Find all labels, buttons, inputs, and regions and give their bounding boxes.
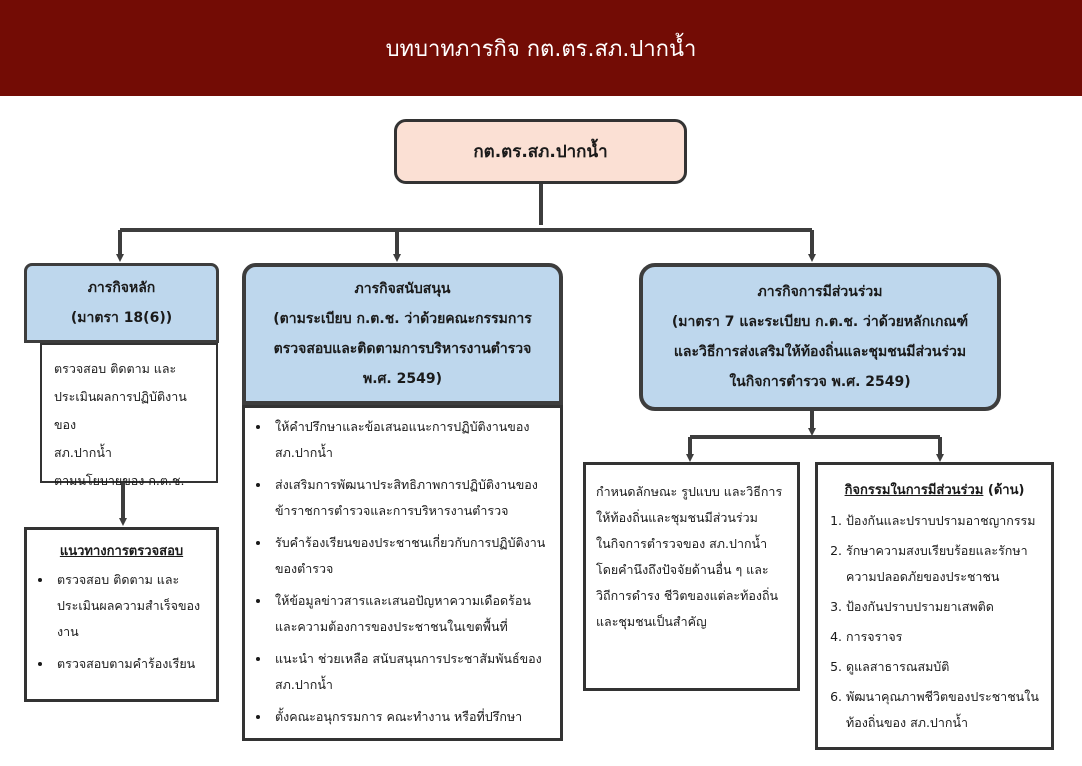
support-mission-header	[242, 263, 563, 405]
list-item: • ตั้งคณะอนุกรรมการ คณะทำงาน หรือที่ปรึกษา	[271, 704, 552, 730]
support-mission-line: พ.ศ. 2549)	[363, 371, 442, 387]
main-mission-title: ภารกิจหลัก	[87, 280, 156, 296]
list-item: 2. รักษาความสงบเรียบร้อยและรักษาความปลอดภัยของประชาชน	[846, 538, 1039, 590]
list-item: 1. ป้องกันและปราบปรามอาชญากรรม	[846, 508, 1039, 534]
criteria-line: ในกิจการตำรวจของ สภ.ปากน้ำ	[596, 536, 768, 551]
support-mission-body	[242, 405, 563, 741]
participation-mission-header	[639, 263, 1001, 411]
guidelines-title: แนวทางการตรวจสอบ	[59, 544, 184, 559]
activities-title-suffix: (ด้าน)	[987, 483, 1025, 498]
root-node	[394, 119, 687, 184]
criteria-line: และชุมชนเป็นสำคัญ	[596, 614, 707, 629]
guidelines-box	[24, 527, 219, 702]
support-mission-list	[253, 414, 552, 730]
participation-mission-line: ในกิจการตำรวจ พ.ศ. 2549)	[729, 374, 911, 390]
support-mission-line: ตรวจสอบและติดตามการบริหารงานตำรวจ	[273, 341, 532, 357]
participation-mission-line: (มาตรา 7 และระเบียบ ก.ต.ช. ว่าด้วยหลักเกณฑ์	[671, 314, 969, 330]
participation-mission-line: และวิธีการส่งเสริมให้ท้องถิ่นและชุมชนมีส่วนร่วม	[673, 344, 967, 360]
criteria-line: โดยคำนึงถึงปัจจัยด้านอื่น ๆ และ	[596, 562, 769, 577]
list-item: 5. ดูแลสาธารณสมบัติ	[846, 654, 1039, 680]
participation-activities-box	[815, 462, 1054, 750]
list-item: 4. การจราจร	[846, 624, 1039, 650]
activities-list	[830, 508, 1039, 736]
main-mission-subtitle: (มาตรา 18(6))	[70, 310, 173, 326]
guidelines-list	[35, 567, 208, 677]
page-title: บทบาทภารกิจ กต.ตร.สภ.ปากน้ำ	[385, 36, 697, 62]
criteria-line: วิถีการดำรง ชีวิตของแต่ละท้องถิ่น	[596, 588, 779, 603]
list-item: • รับคำร้องเรียนของประชาชนเกี่ยวกับการปฏิบัติงาน ของตำรวจ	[271, 530, 552, 582]
criteria-line: กำหนดลักษณะ รูปแบบ และวิธีการ	[596, 484, 783, 499]
main-mission-line: สภ.ปากน้ำ	[54, 445, 112, 460]
list-item: • ส่งเสริมการพัฒนาประสิทธิภาพการปฏิบัติงานของข้าราชการตำรวจและการบริหารงานตำรวจ	[271, 472, 552, 524]
main-mission-line: ตามนโยบายของ ก.ต.ช.	[54, 473, 185, 488]
list-item: • ให้ข้อมูลข่าวสารและเสนอปัญหาความเดือดร้อนและความต้องการของประชาชนในเขตพื้นที่	[271, 588, 552, 640]
root-label: กต.ตร.สภ.ปากน้ำ	[473, 142, 608, 162]
participation-mission-title: ภารกิจการมีส่วนร่วม	[757, 284, 883, 300]
main-mission-body	[40, 343, 218, 488]
list-item: • ตรวจสอบ ติดตาม และประเมินผลความสำเร็จของงาน	[53, 567, 208, 645]
list-item: • ให้คำปรึกษาและข้อเสนอแนะการปฏิบัติงานของ สภ.ปากน้ำ	[271, 414, 552, 466]
main-mission-line: ประเมินผลการปฏิบัติงานของ	[54, 389, 187, 432]
list-item: 6. พัฒนาคุณภาพชีวิตของประชาชนในท้องถิ่นของ สภ.ปากน้ำ	[846, 684, 1039, 736]
list-item: • ตรวจสอบตามคำร้องเรียน	[53, 651, 208, 677]
activities-title: กิจกรรมในการมีส่วนร่วม	[844, 483, 984, 498]
main-mission-header	[24, 263, 219, 343]
list-item: 3. ป้องกันปราบปรามยาเสพติด	[846, 594, 1039, 620]
activities-heading	[830, 479, 1039, 500]
main-mission-line: ตรวจสอบ ติดตาม และ	[54, 361, 177, 376]
criteria-line: ให้ท้องถิ่นและชุมชนมีส่วนร่วม	[596, 510, 758, 525]
support-mission-title: ภารกิจสนับสนุน	[354, 281, 451, 297]
list-item: • แนะนำ ช่วยเหลือ สนับสนุนการประชาสัมพันธ์ของ สภ.ปากน้ำ	[271, 646, 552, 698]
support-mission-line: (ตามระเบียบ ก.ต.ช. ว่าด้วยคณะกรรมการ	[273, 311, 532, 327]
participation-criteria-box	[583, 462, 800, 691]
